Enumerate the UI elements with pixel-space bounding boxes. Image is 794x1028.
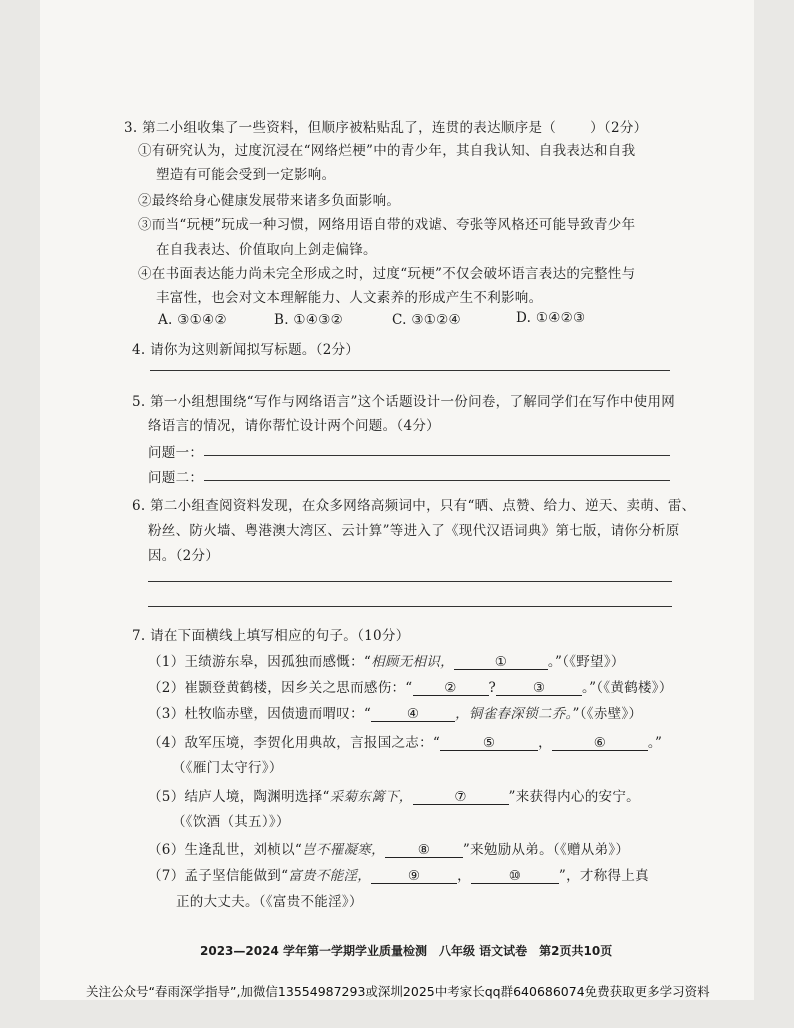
q7-blank-2: ② [413,680,489,696]
q3-sentence-2: ②最终给身心健康发展带来诸多负面影响。 [138,193,401,209]
q4-answer-line [150,370,670,371]
q7-item-1: （1）王绩游东皋，因孤独而感慨：“相顾无相识， ① 。”（《野望》） [148,654,625,670]
q6-stem-1: 6. 第二小组查阅资料发现，在众多网络高频词中，只有“晒、点赞、给力、逆天、卖萌、雷、 [132,498,696,514]
q7-item-4-source: （《雁门太守行》） [172,760,283,776]
promo-banner: 关注公众号“春雨深学指导”,加微信13554987293或深圳2025中考家长qq群640686074免费获取更多学习资料 [86,984,710,999]
q7-item-7-line-2: 正的大丈夫。（《富贵不能淫》） [176,894,363,910]
q3-option-b: B. ①④③② [274,312,344,328]
q3-sentence-1a: ①有研究认为，过度沉浸在“网络烂梗”中的青少年，其自我认知、自我表达和自我 [138,143,636,159]
q3-sentence-3a: ③而当“玩梗”玩成一种习惯，网络用语自带的戏谑、夸张等风格还可能导致青少年 [138,217,636,233]
q7-item-5-source: （《饮酒（其五）》） [172,814,290,830]
q5-stem-2: 络语言的情况，请你帮忙设计两个问题。（4分） [148,418,440,434]
q3-sentence-4b: 丰富性，也会对文本理解能力、人文素养的形成产生不利影响。 [156,290,543,306]
q3-option-a: A. ③①④② [158,312,227,328]
q5-question-1-line [204,455,670,456]
q6-stem-2: 粉丝、防火墙、粤港澳大湾区、云计算”等进入了《现代汉语词典》第七版，请你分析原 [148,523,680,539]
q7-blank-5: ⑤ [440,735,538,751]
q6-stem-3: 因。（2分） [148,548,220,564]
q3-stem: 3. 第二小组收集了一些资料，但顺序被粘贴乱了，连贯的表达顺序是（ ）（2分） [124,120,648,136]
q7-item-7: （7）孟子坚信能做到“富贵不能淫， ⑨ ， ⑩ ”，才称得上真 [148,868,649,884]
q4-stem: 4. 请你为这则新闻拟写标题。（2分） [132,342,360,358]
q7-item-3: （3）杜牧临赤壁，因债遗而喟叹：“ ④ ，铜雀春深锁二乔。”（《赤壁》） [148,706,643,722]
q7-blank-7: ⑦ [413,789,509,805]
q7-item-2: （2）崔颢登黄鹤楼，因乡关之思而感伤：“ ② ? ③ 。”（《黄鹤楼》） [148,680,673,696]
q7-item-6: （6）生逢乱世，刘桢以“岂不罹凝寒， ⑧ ”来勉励从弟。（《赠从弟》） [148,842,630,858]
page-footer: 2023—2024 学年第一学期学业质量检测 八年级 语文试卷 第2页共10页 [200,944,613,958]
q5-question-1-label: 问题一： [148,445,204,461]
q6-answer-line-2 [148,606,672,607]
q3-sentence-3b: 在自我表达、价值取向上剑走偏锋。 [156,242,377,258]
q7-blank-1: ① [454,654,548,670]
q7-blank-4: ④ [371,706,455,722]
q5-question-2-line [204,480,670,481]
q7-blank-6: ⑥ [552,735,648,751]
q7-item-4: （4）敌军压境，李贺化用典故，言报国之志：“ ⑤ ， ⑥ 。” [148,735,663,751]
q6-answer-line-1 [148,581,672,582]
q7-blank-8: ⑧ [385,842,463,858]
q7-blank-9: ⑨ [371,868,457,884]
q3-sentence-1b: 塑造有可能会受到一定影响。 [156,167,336,183]
q5-stem-1: 5. 第一小组想围绕“写作与网络语言”这个话题设计一份问卷，了解同学们在写作中使用网 [132,394,676,410]
q7-blank-3: ③ [496,680,582,696]
q7-stem: 7. 请在下面横线上填写相应的句子。（10分） [132,628,410,644]
q5-question-2-label: 问题二： [148,470,204,486]
q3-sentence-4a: ④在书面表达能力尚未完全形成之时，过度“玩梗”不仅会破坏语言表达的完整性与 [138,266,636,282]
q7-item-5: （5）结庐人境，陶渊明选择“采菊东篱下， ⑦ ”来获得内心的安宁。 [148,789,640,805]
q3-option-c: C. ③①②④ [392,312,461,328]
q3-option-d: D. ①④②③ [516,310,586,326]
q7-blank-10: ⑩ [471,868,559,884]
